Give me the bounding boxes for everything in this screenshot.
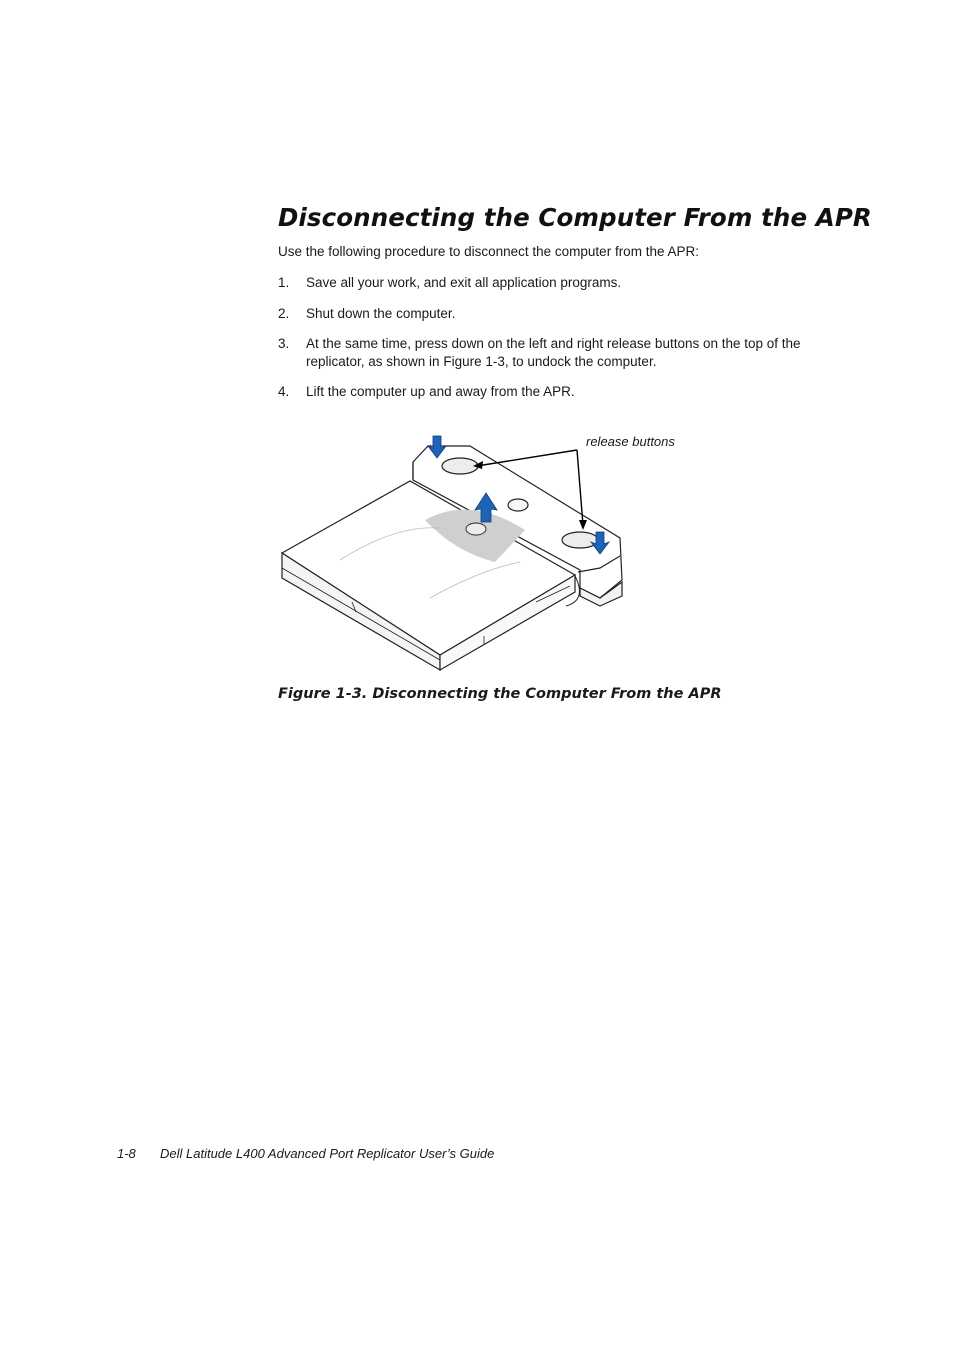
- intro-paragraph: Use the following procedure to disconnect the computer from the APR:: [278, 244, 699, 259]
- release-buttons-callout: release buttons: [586, 434, 675, 449]
- apr-disconnect-illustration: [270, 428, 690, 676]
- left-release-button: [442, 458, 478, 474]
- page-footer: [117, 1146, 494, 1161]
- step-text: Save all your work, and exit all application programs.: [306, 275, 622, 290]
- step-number: 1.: [278, 275, 290, 290]
- step-number: 2.: [278, 306, 290, 321]
- page-number: 1-8: [117, 1146, 136, 1161]
- step-number: 4.: [278, 384, 290, 399]
- figure-caption: Figure 1-3. Disconnecting the Computer From the APR: [278, 686, 722, 702]
- step-number: 3.: [278, 336, 290, 351]
- document-title: Dell Latitude L400 Advanced Port Replicator User’s Guide: [160, 1146, 495, 1161]
- step-item: [278, 305, 455, 323]
- step-text: At the same time, press down on the left and right release buttons on the top of the replicator, as shown in Figure 1-3, to undock the computer.: [306, 336, 801, 369]
- step-text: Lift the computer up and away from the APR.: [306, 384, 575, 399]
- page-title: Disconnecting the Computer From the APR: [278, 203, 872, 232]
- right-release-button: [562, 532, 598, 548]
- step-item: [278, 274, 621, 292]
- step-item: [278, 335, 838, 371]
- step-item: [278, 383, 575, 401]
- step-text: Shut down the computer.: [306, 306, 456, 321]
